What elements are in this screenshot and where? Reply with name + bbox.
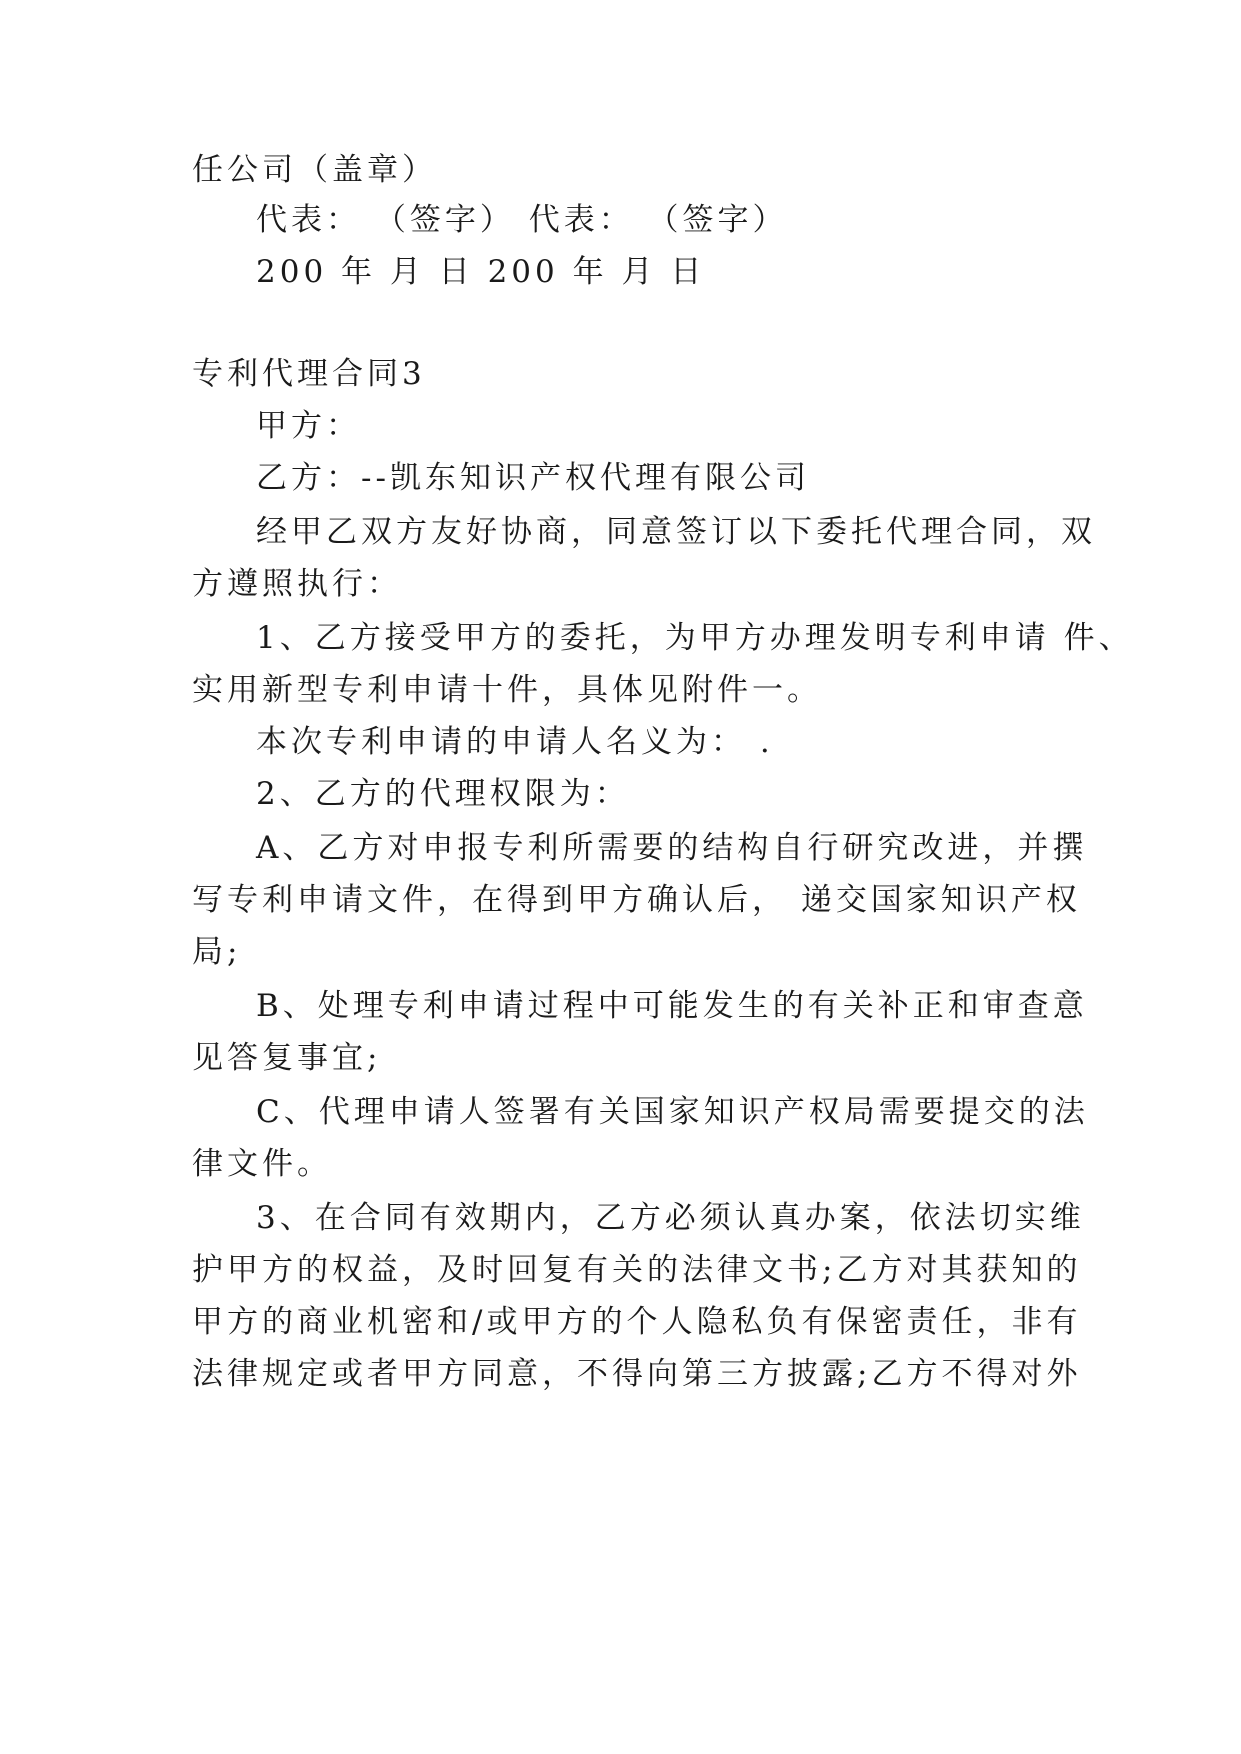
contract-title: 专利代理合同3 bbox=[192, 356, 426, 392]
paragraph-line: 2、乙方的代理权限为： bbox=[256, 776, 630, 812]
party-a-line: 甲方： bbox=[256, 408, 361, 444]
paragraph-line: 实用新型专利申请十件，具体见附件一。 bbox=[192, 672, 822, 708]
paragraph-line: 本次专利申请的申请人名义为： . bbox=[256, 724, 774, 760]
date-line: 200 年 月 日 200 年 月 日 bbox=[256, 254, 706, 290]
paragraph-line: 写专利申请文件，在得到甲方确认后， 递交国家知识产权 bbox=[192, 882, 1081, 918]
paragraph-line: 经甲乙双方友好协商，同意签订以下委托代理合同，双 bbox=[256, 514, 1096, 550]
paragraph-line: 局; bbox=[192, 934, 242, 970]
party-b-line: 乙方：--凯东知识产权代理有限公司 bbox=[256, 460, 810, 496]
paragraph-line: 1、乙方接受甲方的委托，为甲方办理发明专利申请 件、 bbox=[256, 620, 1134, 656]
representative-signature-line: 代表： （签字） 代表： （签字） bbox=[256, 202, 788, 238]
paragraph-line: 护甲方的权益，及时回复有关的法律文书;乙方对其获知的 bbox=[192, 1252, 1082, 1288]
company-seal-line: 任公司（盖章） bbox=[192, 152, 437, 188]
paragraph-line: 见答复事宜; bbox=[192, 1040, 382, 1076]
paragraph-line: C、代理申请人签署有关国家知识产权局需要提交的法 bbox=[256, 1094, 1089, 1130]
paragraph-line: 律文件。 bbox=[192, 1146, 332, 1182]
paragraph-line: 方遵照执行： bbox=[192, 566, 402, 602]
paragraph-line: 法律规定或者甲方同意，不得向第三方披露;乙方不得对外 bbox=[192, 1356, 1082, 1392]
paragraph-line: 3、在合同有效期内，乙方必须认真办案，依法切实维 bbox=[256, 1200, 1085, 1236]
paragraph-line: A、乙方对申报专利所需要的结构自行研究改进，并撰 bbox=[256, 830, 1088, 866]
paragraph-line: 甲方的商业机密和/或甲方的个人隐私负有保密责任，非有 bbox=[192, 1304, 1082, 1340]
paragraph-line: B、处理专利申请过程中可能发生的有关补正和审查意 bbox=[256, 988, 1088, 1024]
